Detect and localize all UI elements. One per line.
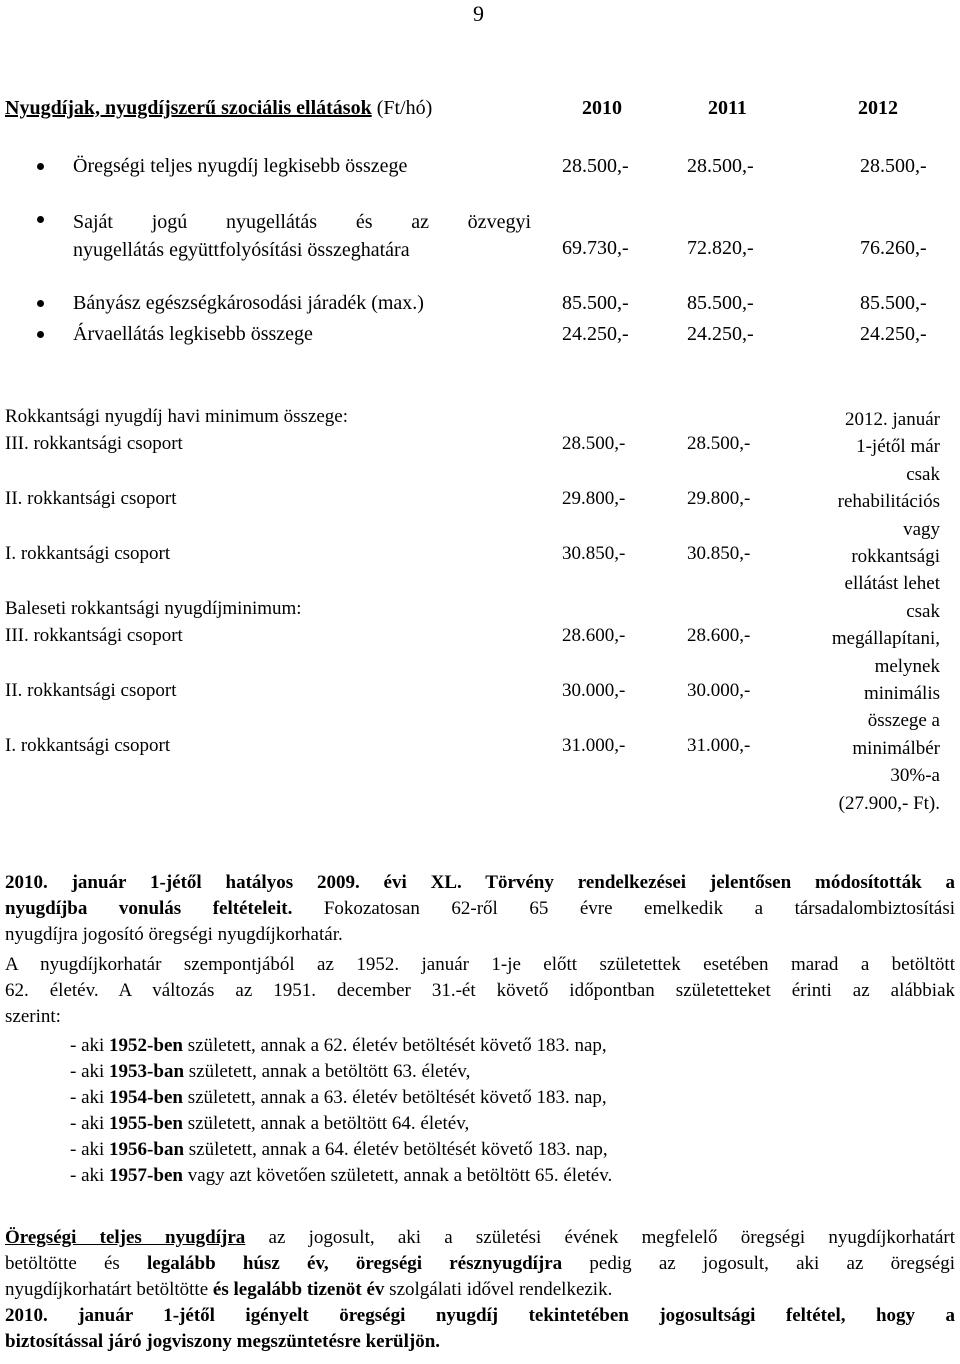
benefit-label-line: Saját jogú nyugellátás és az özvegyi [73,211,531,233]
list-item [70,1163,612,1189]
page-number: 9 [473,1,484,26]
paragraph-line: nyugdíjra jogosító öregségi nyugdíjkorhatár. [5,924,343,945]
paragraph-line: A nyugdíjkorhatár szempontjából az 1952. január 1-je előtt születettek esetében marad a betöltött [5,954,955,975]
bold-text: 1953-ban [109,1061,185,1082]
bullet-icon [37,216,44,223]
note-line: minimálbér [852,737,940,759]
text: született, annak a 64. életév betöltését követő 183. nap, [184,1139,608,1160]
benefit-value-2011: 72.820,- [687,237,754,259]
text: Fokozatosan 62-ről 65 évre emelkedik a társadalombiztosítási [292,898,956,919]
disability-row-label: I. rokkantsági csoport [5,543,171,564]
note-line: csak [906,463,940,485]
benefit-value-2012: 76.260,- [860,237,927,259]
accident-heading: Baleseti rokkantsági nyugdíjminimum: [5,598,302,619]
accident-row-label: II. rokkantsági csoport [5,680,177,701]
bold-text: legalább húsz év, öregségi résznyugdíjra [147,1253,563,1274]
text: született, annak a 62. életév betöltését követő 183. nap, [182,1035,607,1056]
disability-value-2011: 29.800,- [687,488,751,509]
note-line: 2012. január [845,409,940,430]
year-2010: 2010 [582,97,622,119]
accident-value-2010: 28.600,- [562,625,626,646]
note-line: rokkantsági [851,546,940,568]
text: az jogosult, aki a születési évének megfelelő öregségi nyugdíjkorhatárt [245,1227,955,1248]
paragraph-line [5,1225,955,1251]
paragraph-line [5,1277,955,1303]
text: született, annak a betöltött 64. életév, [182,1113,470,1134]
note-line: (27.900,- Ft). [838,792,940,814]
text: - aki [70,1165,110,1186]
note-line: megállapítani, [831,628,940,650]
disability-value-2010: 28.500,- [562,433,626,454]
note-2012 [790,406,940,817]
list-item [70,1085,612,1111]
benefit-label: Bányász egészségkárosodási járadék (max.) [73,292,424,314]
note-line: vagy [903,518,940,540]
accident-row-label: I. rokkantsági csoport [5,735,171,756]
list-item [70,1059,612,1085]
benefit-value-2010: 28.500,- [562,155,629,177]
paragraph-line: 2010. január 1-jétől hatályos 2009. évi XL. Törvény rendelkezései jelentősen módosították a [5,872,955,893]
paragraph-line [5,896,955,922]
bold-text: 1954-ben [109,1087,183,1108]
bold-text: 1955-ben [109,1113,183,1134]
note-line: 1-jétől már [856,436,940,458]
accident-row-label: III. rokkantsági csoport [5,625,183,646]
year-2011: 2011 [708,97,747,119]
paragraph-line: 2010. január 1-jétől igényelt öregségi nyugdíj tekintetében jogosultsági feltétel, hogy a [5,1305,955,1326]
bullet-icon [37,331,44,338]
benefit-value-2012: 28.500,- [860,155,927,177]
paragraph-line: 62. életév. A változás az 1951. december 31.-ét követő időpontban születetteket érinti az alábbiak [5,980,955,1001]
benefit-label: Árvaellátás legkisebb összege [73,323,313,345]
bold-text: Öregségi teljes nyugdíjra [5,1227,246,1248]
list-item [70,1137,612,1163]
accident-value-2010: 31.000,- [562,735,626,756]
paragraph-line: biztosítással járó jogviszony megszüntetésre kerüljön. [5,1331,441,1352]
text: nyugdíjkorhatárt betöltötte [5,1279,213,1300]
benefit-value-2012: 85.500,- [860,292,927,314]
disability-value-2010: 29.800,- [562,488,626,509]
note-line: rehabilitációs [837,491,940,513]
age-list [70,1033,612,1189]
accident-value-2011: 31.000,- [687,735,751,756]
text: vagy azt követően született, annak a betöltött 65. életév. [182,1165,613,1186]
text: betöltötte és [5,1253,148,1274]
note-line: összege a [867,710,940,732]
year-2012: 2012 [858,97,898,119]
disability-row-label: II. rokkantsági csoport [5,488,177,509]
benefit-value-2011: 24.250,- [687,323,754,345]
benefit-value-2011: 85.500,- [687,292,754,314]
benefit-label: Öregségi teljes nyugdíj legkisebb összege [73,155,408,177]
accident-value-2011: 28.600,- [687,625,751,646]
note-line: 30%-a [890,765,940,787]
list-item [70,1111,612,1137]
accident-value-2011: 30.000,- [687,680,751,701]
text: született, annak a betöltött 63. életév, [184,1061,471,1082]
disability-value-2011: 28.500,- [687,433,751,454]
text: - aki [70,1139,110,1160]
text: - aki [70,1113,110,1134]
text: szolgálati idővel rendelkezik. [384,1279,613,1300]
benefit-value-2012: 24.250,- [860,323,927,345]
table-unit: (Ft/hó) [376,97,433,119]
bullet-icon [37,300,44,307]
text: - aki [70,1061,110,1082]
list-item [70,1033,612,1059]
paragraph-law-change [5,870,955,948]
disability-heading: Rokkantsági nyugdíj havi minimum összege: [5,406,349,427]
bold-text: 1952-ben [109,1035,183,1056]
note-line: minimális [864,683,940,705]
text: pedig az jogosult, aki az öregségi [562,1253,955,1274]
paragraph-age-limit [5,952,955,1030]
bold-text: és legalább tizenöt év [212,1279,385,1300]
disability-row-label: III. rokkantsági csoport [5,433,183,454]
table-title: Nyugdíjak, nyugdíjszerű szociális ellátások [5,97,372,119]
text: - aki [70,1087,110,1108]
benefit-value-2010: 85.500,- [562,292,629,314]
benefit-label-line: nyugellátás együttfolyósítási összeghatára [73,239,410,261]
benefit-value-2010: 24.250,- [562,323,629,345]
disability-value-2010: 30.850,- [562,543,626,564]
note-line: csak [906,600,940,622]
bold-text: nyugdíjba vonulás feltételeit. [5,898,293,919]
disability-value-2011: 30.850,- [687,543,751,564]
table-header [5,97,432,120]
text: született, annak a 63. életév betöltését követő 183. nap, [182,1087,607,1108]
note-line: melynek [874,655,940,677]
bold-text: 1957-ben [109,1165,183,1186]
benefit-label [73,208,531,264]
benefit-value-2011: 28.500,- [687,155,754,177]
bold-text: 1956-ban [109,1139,185,1160]
text: - aki [70,1035,110,1056]
paragraph-line [5,1251,955,1277]
bullet-icon [37,163,44,170]
paragraph-eligibility [5,1225,955,1355]
accident-value-2010: 30.000,- [562,680,626,701]
benefit-value-2010: 69.730,- [562,237,629,259]
note-line: ellátást lehet [844,573,940,595]
paragraph-line: szerint: [5,1006,61,1027]
